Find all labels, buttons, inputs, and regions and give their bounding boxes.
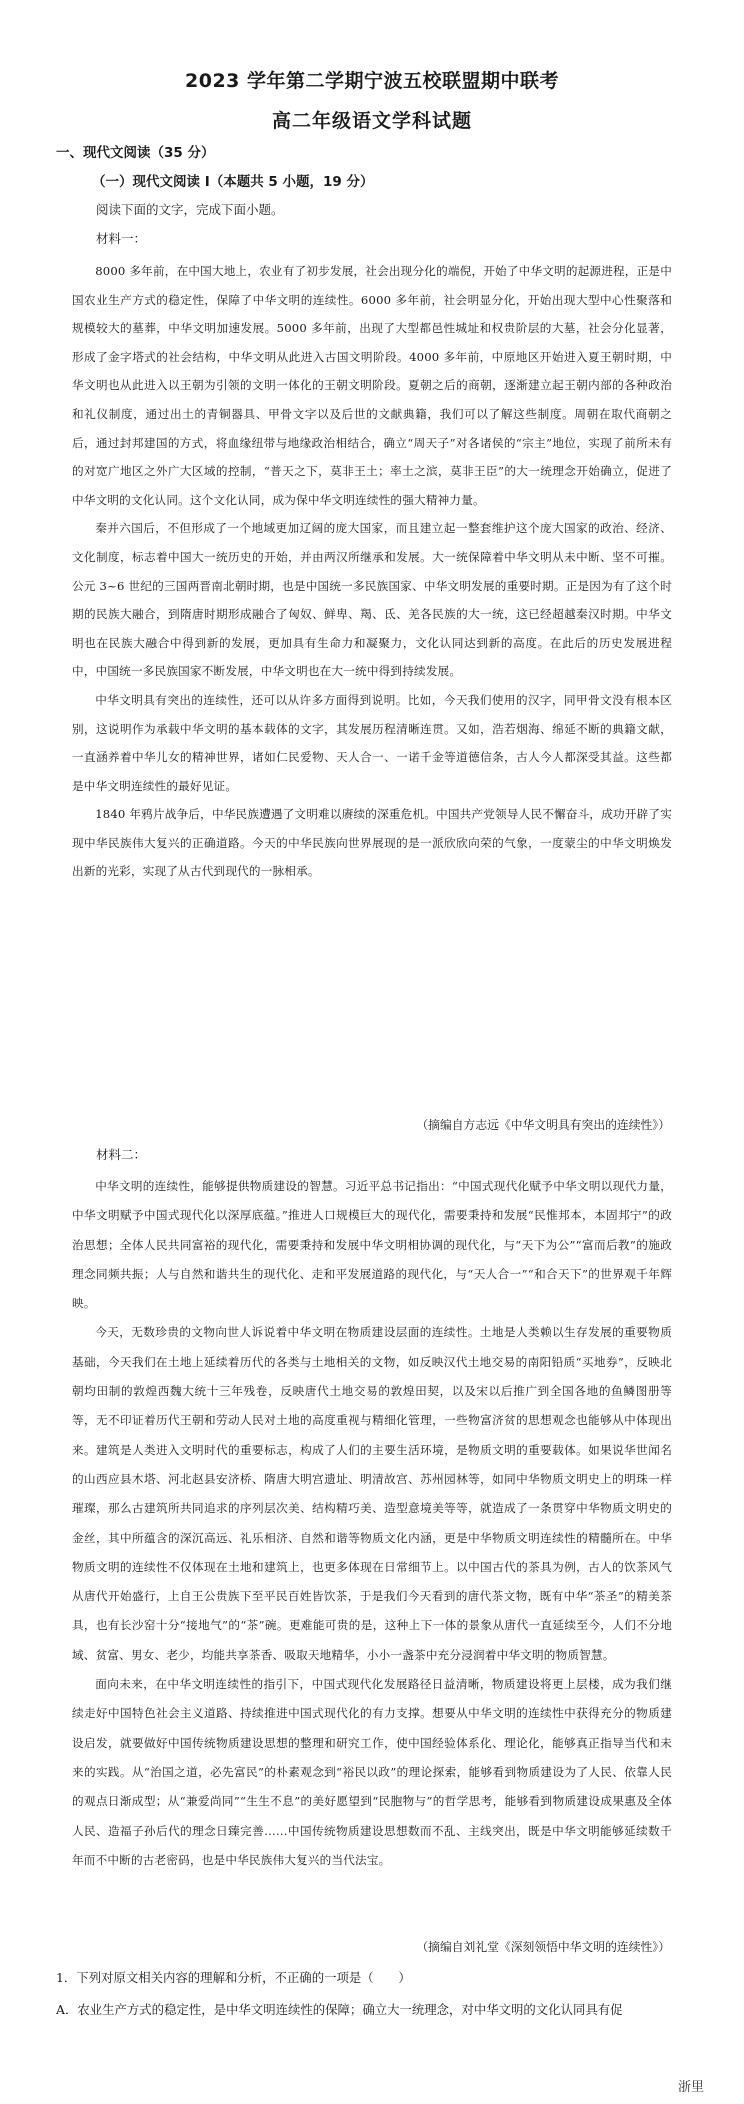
subsection-heading: （一）现代文阅读 I（本题共 5 小题，19 分） (92, 174, 374, 190)
material-two-paragraph: 面向未来，在中华文明连续性的指引下，中国式现代化发展路径日益清晰，物质建设将更上层楼，成为我们继续走好中国特色社会主义道路、持续推进中国式现代化的有力支撑。想要从中华文明的连续性中获得充分的物质建设启发，就要做好中国传统物质建设思想的整理和研究工作，使中国经验体系化、理论化，能够真正指导当代和未来的实践。从“治国之道，必先富民”的朴素观念到“裕民以政”的理论探索，能够看到物质建设为了人民、依靠人民的观点日渐成型；从“兼爱尚同”“生生不息”的美好愿望到“民胞物与”的哲学思考，能够看到物质建设成果惠及全体人民、造福子孙后代的理念日臻完善……中国传统物质建设思想数而不乱、主线突出，既是中华文明能够延续数千年而不中断的古老密码，也是中华民族伟大复兴的当代法宝。 (72, 1677, 672, 1867)
material-one-source: （摘编自方志远《中华文明具有突出的连续性》） (416, 1118, 670, 1132)
section-heading: 一、现代文阅读（35 分） (56, 145, 215, 161)
question-one-stem: 1．下列对原文相关内容的理解和分析，不正确的一项是（ ） (56, 1970, 411, 1985)
material-two-source: （摘编自刘礼堂《深刻领悟中华文明的连续性》） (416, 1940, 670, 1954)
material-two-label: 材料二： (96, 1147, 147, 1162)
question-one (56, 1962, 676, 2026)
material-two-paragraph: 中华文明的连续性，能够提供物质建设的智慧。习近平总书记指出：“中国式现代化赋予中华文明以现代力量，中华文明赋予中国式现代化以深厚底蕴。”推进人口规模巨大的现代化，需要秉持和发展“民惟邦本，本固邦宁”的政治思想；全体人民共同富裕的现代化，需要秉持和发展中华文明相协调的现代化，与“天下为公”“富而后教”的施政理念同频共振；人与自然和谐共生的现代化、走和平发展道路的现代化，与“天人合一”“和合天下”的世界观千年辉映。 (72, 1179, 672, 1311)
document-subtitle: 高二年级语文学科试题 (271, 110, 472, 132)
material-one-paragraph: 1840 年鸦片战争后，中华民族遭遇了文明难以赓续的深重危机。中国共产党领导人民不懈奋斗，成功开辟了实现中华民族伟大复兴的正确道路。今天的中华民族向世界展现的是一派欣欣向荣的气象，一度蒙尘的中华文明焕发出新的光彩，实现了从古代到现代的一脉相承。 (72, 807, 672, 879)
material-two-body (72, 1172, 672, 1875)
material-one-body (72, 257, 672, 886)
material-two-paragraph: 今天，无数珍贵的文物向世人诉说着中华文明在物质建设层面的连续性。土地是人类赖以生存发展的重要物质基础，今天我们在土地上延续着历代的各类与土地相关的文物，如反映汉代土地交易的南阳铅质“买地券”，反映北朝均田制的敦煌西魏大统十三年残卷，反映唐代土地交易的敦煌田契，以及宋以后推广到全国各地的鱼鳞图册等等，无不印证着历代王朝和劳动人民对土地的高度重视与精细化管理，一些物富济贫的思想观念也能够从中体现出来。建筑是人类进入文明时代的重要标志，构成了人们的主要生活环境，是物质文明的重要载体。如果说华世闻名的山西应县木塔、河北赵县安济桥、隋唐大明宫遗址、明清故宫、苏州园林等，如同中华物质文明史上的明珠一样璀璨，那么古建筑所共同追求的序列层次美、结构精巧美、造型意境美等等，就造成了一条贯穿中华物质文明史的金丝，其中所蕴含的深沉高远、礼乐相济、自然和谐等物质文化内涵，更是中华物质文明连续性的精髓所在。中华物质文明的连续性不仅体现在土地和建筑上，也更多体现在日常细节上。以中国古代的茶具为例，古人的饮茶风气从唐代开始盛行，上自王公贵族下至平民百姓皆饮茶，于是我们今天看到的唐代茶文物，既有中华“茶圣”的精美茶具，也有长沙窑十分“接地气”的“茶”碗。更难能可贵的是，这种上下一体的景象从唐代一直延续至今，人们不分地域、贫富、男女、老少，均能共享茶香、吸取天地精华，小小一盏茶中充分浸润着中华文明的物质智慧。 (72, 1325, 672, 1662)
material-one-paragraph: 秦并六国后，不但形成了一个地域更加辽阔的庞大国家，而且建立起一整套维护这个庞大国家的政治、经济、文化制度，标志着中国大一统历史的开始，并由两汉所继承和发展。大一统保障着中华文明从未中断、坚不可摧。公元 3~6 世纪的三国两晋南北朝时期，也是中国统一多民族国家、中华文明发展的重要时期。正是因为有了这个时期的民族大融合，到隋唐时期形成融合了匈奴、鲜卑、羯、氐、羌各民族的大一统，这已经超越秦汉时期。中华文明也在民族大融合中得到新的发展，更加具有生命力和凝聚力，文化认同达到新的高度。在此后的历史发展进程中，中国统一多民族国家不断发展，中华文明也在大一统中得到持续发展。 (72, 521, 672, 679)
material-one-label: 材料一： (96, 231, 147, 246)
instruction-text: 阅读下面的文字，完成下面小题。 (96, 202, 284, 217)
question-one-option-a[interactable]: A．农业生产方式的稳定性，是中华文明连续性的保障；确立大一统理念，对中华文明的文化认同具有促 (56, 2002, 623, 2017)
material-one-paragraph: 中华文明具有突出的连续性，还可以从许多方面得到说明。比如，今天我们使用的汉字，同甲骨文没有根本区别，这说明作为承载中华文明的基本载体的文字，其发展历程清晰连贯。又如，浩若烟海、绵延不断的典籍文献，一直涵养着中华儿女的精神世界，诸如仁民爱物、天人合一、一诺千金等道德信条，古人今人都深受其益。这些都是中华文明连续性的最好见证。 (72, 692, 672, 793)
footer-watermark: 浙里 (677, 2080, 704, 2095)
document-title: 2023 学年第二学期宁波五校联盟期中联考 (185, 70, 559, 92)
material-one-paragraph: 8000 多年前，在中国大地上，农业有了初步发展，社会出现分化的端倪，开始了中华文明的起源进程，正是中国农业生产方式的稳定性，保障了中华文明的连续性。6000 多年前，社会明显分化，开始出现大型中心性聚落和规模较大的墓葬，中华文明加速发展。5000 多年前，出现了大型都邑性城址和权贵阶层的大墓，社会分化显著，形成了金字塔式的社会结构，中华文明从此进入古国文明阶段。4000 多年前，中原地区开始进入夏王朝时期，中华文明也从此进入以王朝为引领的文明一体化的王朝文明阶段。夏朝之后的商朝，逐渐建立起王朝内部的各种政治和礼仪制度，通过出土的青铜器具、甲骨文字以及后世的文献典籍，我们可以了解这些制度。周朝在取代商朝之后，通过封邦建国的方式，将血缘纽带与地缘政治相结合，确立“周天子”对各诸侯的“宗主”地位，实现了前所未有的对宽广地区之外广大区域的控制，“普天之下，莫非王土；率土之滨，莫非王臣”的大一统理念开始确立，促进了中华文明的文化认同。这个文化认同，成为保中华文明连续性的强大精神力量。 (72, 264, 672, 507)
